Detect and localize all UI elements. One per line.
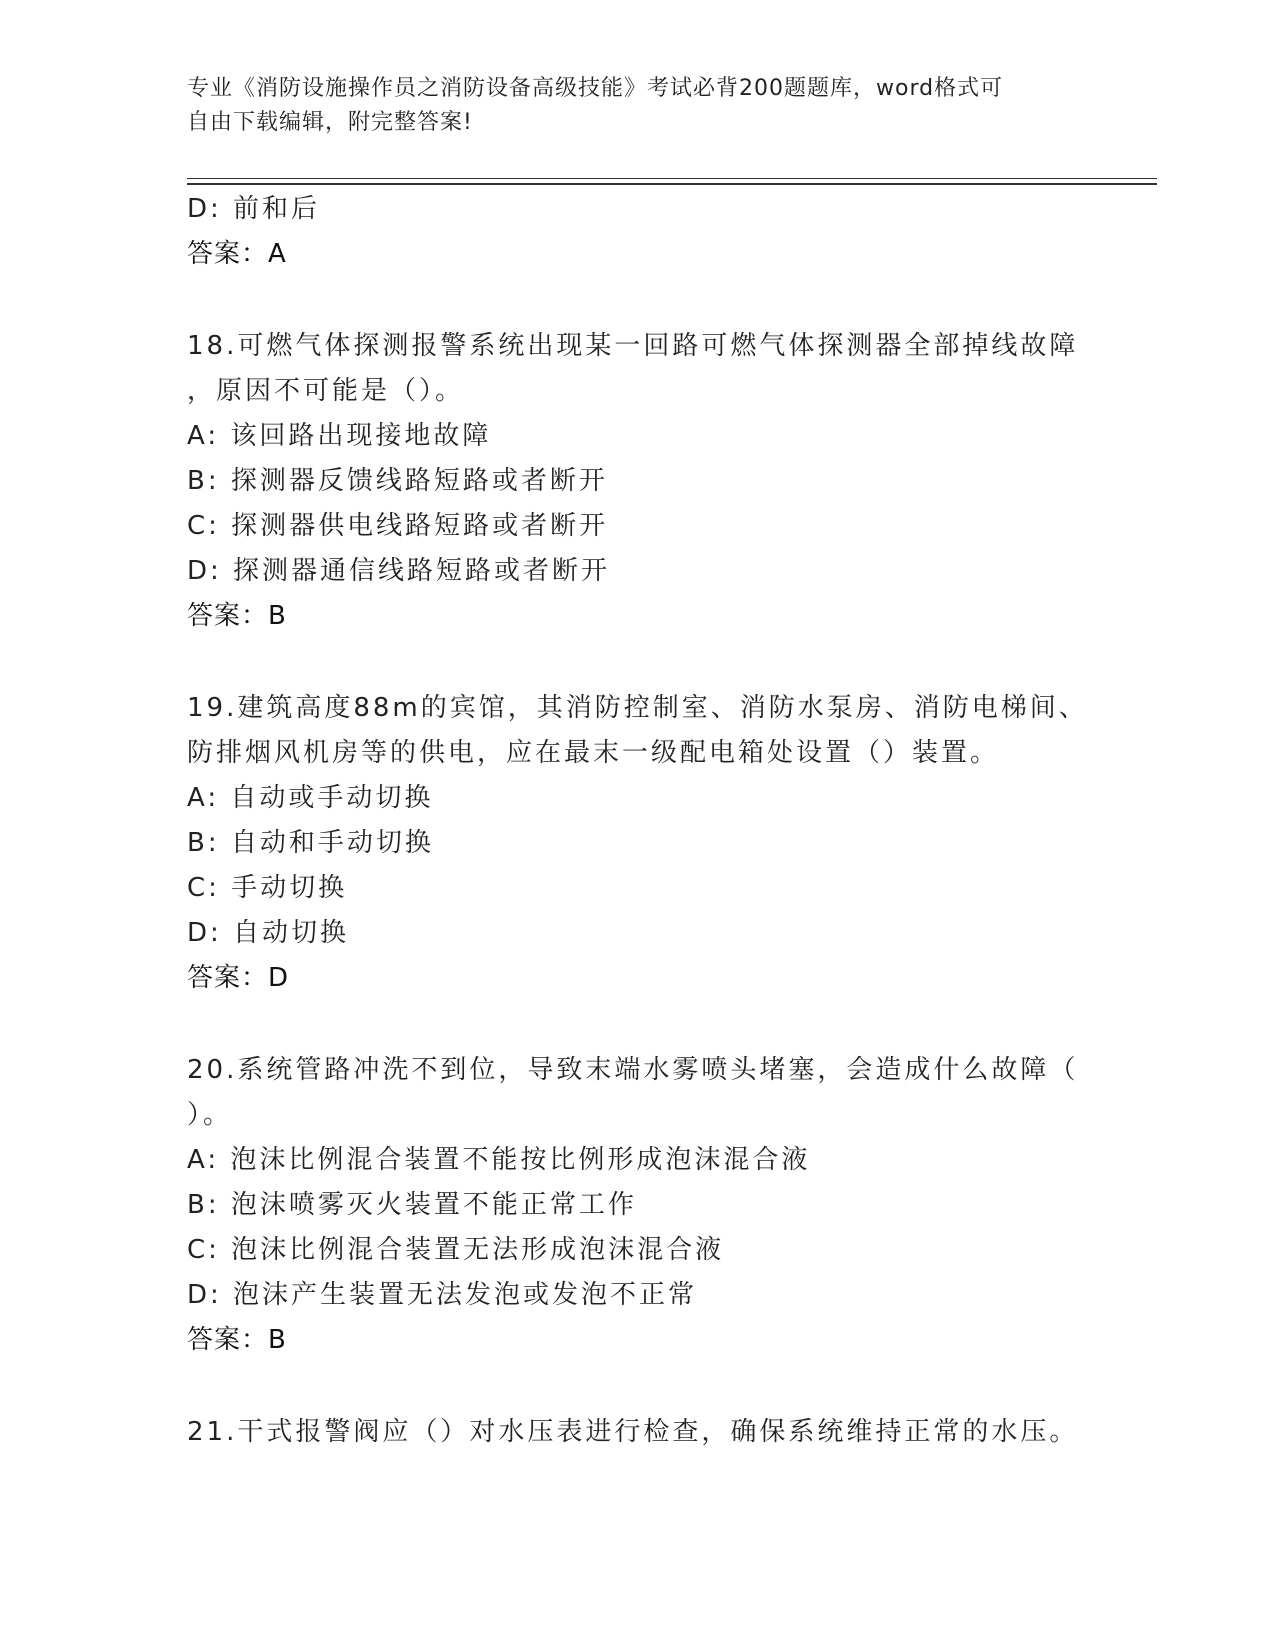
stem-line: 19.建筑高度88m的宾馆，其消防控制室、消防水泵房、消防电梯间、 bbox=[187, 693, 1088, 723]
question-18 bbox=[187, 324, 1087, 639]
option-c: C: 探测器供电线路短路或者断开 bbox=[187, 511, 609, 541]
document-header bbox=[187, 72, 1087, 140]
stem-line: ）。 bbox=[187, 1100, 233, 1130]
stem-line: 防排烟风机房等的供电，应在最末一级配电箱处设置（）装置。 bbox=[187, 738, 1000, 768]
answer-line: 答案：A bbox=[187, 239, 287, 269]
stem-line: ，原因不可能是（）。 bbox=[187, 376, 465, 406]
option-d: D: 自动切换 bbox=[187, 918, 350, 948]
answer-line: 答案：B bbox=[187, 601, 287, 631]
question-spacer bbox=[187, 1363, 1087, 1410]
option-c: C: 泡沫比例混合装置无法形成泡沫混合液 bbox=[187, 1235, 725, 1265]
question-19 bbox=[187, 686, 1087, 1001]
question-spacer bbox=[187, 277, 1087, 324]
option-a: A: 自动或手动切换 bbox=[187, 783, 434, 813]
question-spacer bbox=[187, 639, 1087, 686]
header-divider-thin bbox=[187, 178, 1157, 179]
option-a: A: 该回路出现接地故障 bbox=[187, 421, 492, 451]
option-b: B: 探测器反馈线路短路或者断开 bbox=[187, 466, 608, 496]
header-line-2: 自由下载编辑，附完整答案! bbox=[187, 110, 473, 135]
option-d: D: 泡沫产生装置无法发泡或发泡不正常 bbox=[187, 1280, 698, 1310]
question-stem bbox=[187, 686, 1087, 776]
option-a: A: 泡沫比例混合装置不能按比例形成泡沫混合液 bbox=[187, 1145, 811, 1175]
header-divider-thick bbox=[187, 183, 1157, 185]
option-c: C: 手动切换 bbox=[187, 873, 348, 903]
option-d: D: 前和后 bbox=[187, 194, 321, 224]
header-line-1: 专业《消防设施操作员之消防设备高级技能》考试必背200题题库，word格式可 bbox=[187, 76, 1004, 101]
option-b: B: 自动和手动切换 bbox=[187, 828, 434, 858]
question-spacer bbox=[187, 1001, 1087, 1048]
question-20 bbox=[187, 1048, 1087, 1363]
stem-line: 21.干式报警阀应（）对水压表进行检查，确保系统维持正常的水压。 bbox=[187, 1417, 1079, 1447]
answer-line: 答案：B bbox=[187, 1325, 287, 1355]
question-stem bbox=[187, 324, 1087, 414]
prev-question bbox=[187, 187, 1087, 277]
question-list bbox=[187, 187, 1087, 1455]
question-stem bbox=[187, 1048, 1087, 1138]
option-d: D: 探测器通信线路短路或者断开 bbox=[187, 556, 611, 586]
answer-line: 答案：D bbox=[187, 963, 290, 993]
option-b: B: 泡沫喷雾灭火装置不能正常工作 bbox=[187, 1190, 637, 1220]
stem-line: 20.系统管路冲洗不到位，导致末端水雾喷头堵塞，会造成什么故障（ bbox=[187, 1055, 1079, 1085]
question-stem bbox=[187, 1410, 1087, 1455]
stem-line: 18.可燃气体探测报警系统出现某一回路可燃气体探测器全部掉线故障 bbox=[187, 331, 1079, 361]
question-21 bbox=[187, 1410, 1087, 1455]
